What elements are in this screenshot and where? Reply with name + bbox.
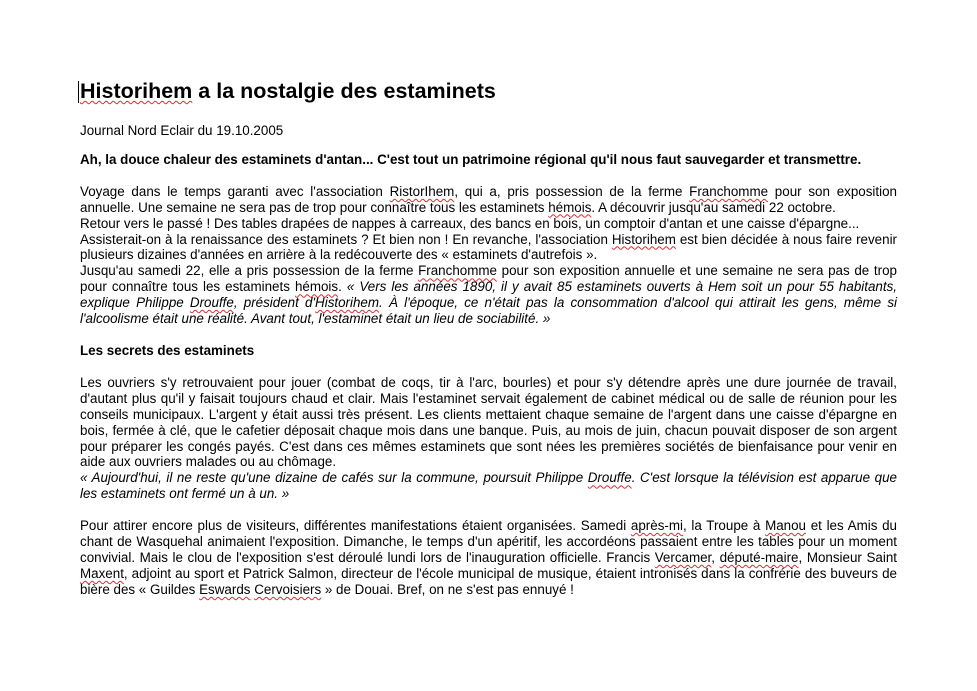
text-run: , Monsieur Saint xyxy=(798,549,897,565)
paragraph-1-line-a xyxy=(80,184,897,216)
text-run: . À l'époque, ce n'était pas la consommation d'alcool qui attirait les gens, même si l'alcoolisme était une réalité. Avant tout, l'estaminet était un lieu de sociabilité. » xyxy=(80,295,897,327)
paragraph-1 xyxy=(80,184,897,327)
document-page[interactable] xyxy=(80,78,897,598)
spellcheck-word: Maxent xyxy=(80,565,124,581)
text-run: Jusqu'au samedi 22, elle a pris possession de la ferme xyxy=(80,263,419,279)
text-run: » de Douai. Bref, on ne s'est pas ennuyé ! xyxy=(321,581,574,597)
spellcheck-word: RistorIhem xyxy=(389,183,455,199)
text-run: Pour attirer encore plus de visiteurs, différentes manifestations étaient organisées. Samedi xyxy=(80,518,631,534)
spellcheck-word: Manou xyxy=(765,518,807,534)
text-run: , la Troupe à xyxy=(682,518,766,534)
source-line: Journal Nord Eclair du 19.10.2005 xyxy=(80,123,284,138)
text-run: « Vers les années 1890, il y avait 85 estaminets ouverts à Hem soit un pour 55 habitants, explique Philippe xyxy=(80,279,897,311)
spellcheck-word: Drouffe xyxy=(189,295,234,311)
text-run: , adjoint au sport et Patrick Salmon, directeur de l'école municipal de musique, étaient intronisés dans la confrérie des buveurs de bière des « Guildes xyxy=(80,565,897,597)
text-run: . A découvrir jusqu'au samedi 22 octobre. xyxy=(591,199,836,215)
text-run: , président d' xyxy=(233,295,316,311)
text-run: Voyage dans le temps garanti avec l'association xyxy=(80,183,390,199)
text-run: « Aujourd'hui, il ne reste qu'une dizaine de cafés sur la commune, poursuit Philippe xyxy=(80,470,588,486)
spellcheck-word: Franchomme xyxy=(689,183,769,199)
text-run: est bien décidée à nous faire revenir plusieurs dizaines d'années en arrière à la redécouverte des « estaminets d'autrefois ». xyxy=(80,231,897,263)
spellcheck-word: Vercamer xyxy=(654,549,712,565)
paragraph-3 xyxy=(80,518,897,598)
text-cursor xyxy=(78,81,79,103)
paragraph-2 xyxy=(80,375,897,502)
spellcheck-word: Franchomme xyxy=(418,263,497,279)
text-run: pour son exposition annuelle et une semaine ne sera pas de trop pour connaître tous les estaminets xyxy=(80,263,897,295)
paragraph-2-quote xyxy=(80,470,897,502)
document-title xyxy=(80,78,897,104)
paragraph-1-line-b: Retour vers le passé ! Des tables drapées de nappes à carreaux, des bancs en bois, un comptoir d'antan et une caisse d'épargne... xyxy=(80,215,860,231)
spellcheck-word: Historihem xyxy=(315,295,380,311)
text-run: . C'est lorsque la télévision est apparue que les estaminets ont fermé un à un. » xyxy=(80,470,897,502)
spellcheck-word: Cervoisiers xyxy=(254,581,322,597)
text-run: Assisterait-on à la renaissance des estaminets ? Et bien non ! En revanche, l'association xyxy=(80,231,612,247)
title-name-spellcheck: Historihem xyxy=(80,79,193,103)
spellcheck-word: Historihem xyxy=(611,231,676,247)
text-run: , qui a, pris possession de la ferme xyxy=(454,183,690,199)
text-run: , xyxy=(711,549,720,565)
spellcheck-word: hémois xyxy=(294,279,339,295)
lede-paragraph: Ah, la douce chaleur des estaminets d'antan... C'est tout un patrimoine régional qu'il nous faut sauvegarder et transmettre. xyxy=(80,151,862,167)
spellcheck-word: après-mi xyxy=(630,518,683,534)
spellcheck-word: Eswards xyxy=(199,581,251,597)
spellcheck-word: hémois xyxy=(548,199,592,215)
title-text: a la nostalgie des estaminets xyxy=(192,79,496,103)
paragraph-1-line-d xyxy=(80,263,897,327)
paragraph-2-body: Les ouvriers s'y retrouvaient pour jouer (combat de coqs, tir à l'arc, bourles) et pour s'y détendre après une dure journée de travail, d'autant plus qu'il y faisait toujours chaud et clair. Mais l'estaminet servait également de cabinet médical ou de salle de réunion pour les conseils municipaux. L'argent y était aussi très présent. Les clients mettaient chaque semaine de l'argent dans une caisse d'épargne en bois, fermée à clé, que le cafetier déposait chaque mois dans une banque. Puis, au mois de juin, chacun pouvait disposer de son argent pour préparer les congés payés. C'est dans ces mêmes estaminets que sont nées les premières sociétés de bienfaisance pour venir en aide aux ouvriers malades ou au chômage. xyxy=(80,374,897,470)
paragraph-1-line-c xyxy=(80,232,897,264)
spellcheck-word: Drouffe xyxy=(587,470,632,486)
text-run: et les Amis du chant de Wasquehal animaient l'exposition. Dimanche, le temps d'un apéritif, les accordéons passaient entre les tables pour un moment convivial. Mais le clou de l'exposition s'est déroulé lundi lors de l'inauguration officielle. Francis xyxy=(80,518,898,565)
spellcheck-word: député-maire xyxy=(719,549,799,565)
text-run: pour son exposition annuelle. Une semaine ne sera pas de trop pour connaître tous les estaminets xyxy=(80,183,897,215)
text-run: . xyxy=(338,279,347,295)
section-heading: Les secrets des estaminets xyxy=(80,342,255,358)
